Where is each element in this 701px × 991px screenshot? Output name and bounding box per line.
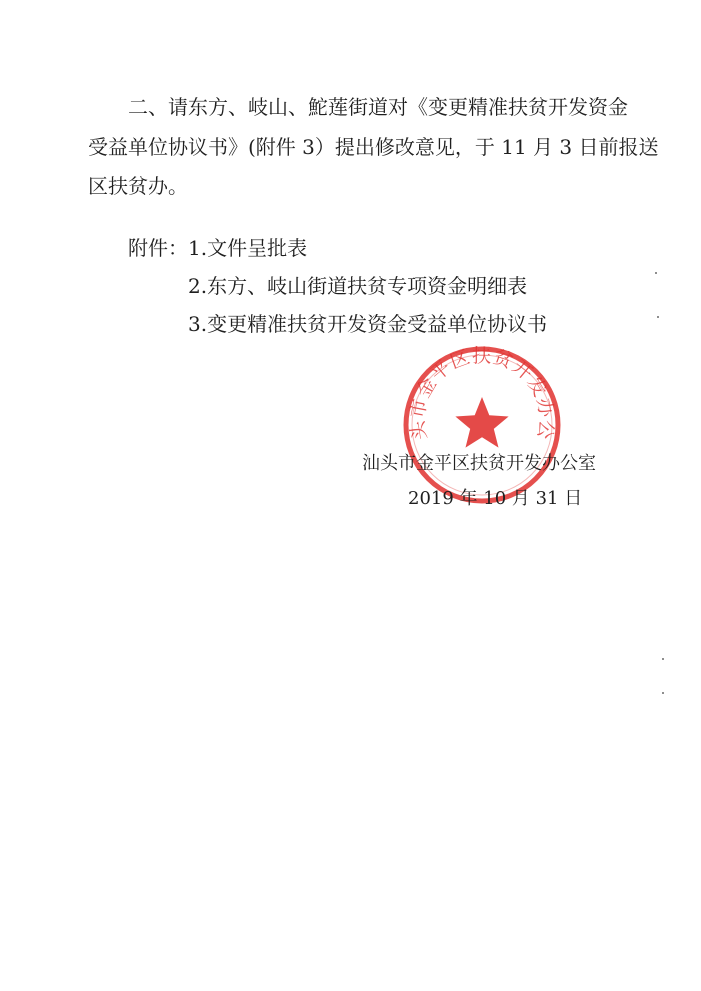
paragraph-2-line-2: 受益单位协议书》(附件 3）提出修改意见，于 11 月 3 日前报送 — [88, 135, 659, 159]
seal-text: 头市金平区扶贫开发办公 — [406, 345, 558, 442]
signature-org: 汕头市金平区扶贫开发办公室 — [362, 453, 596, 474]
scan-speck — [657, 316, 659, 318]
paragraph-2-line-3: 区扶贫办。 — [88, 174, 188, 198]
official-seal — [402, 345, 562, 505]
scan-speck — [655, 272, 657, 274]
seal-star-icon — [455, 397, 508, 448]
attachment-item-2: 2.东方、岐山街道扶贫专项资金明细表 — [188, 274, 528, 298]
scan-speck — [662, 658, 664, 660]
signature-date: 2019 年 10 月 31 日 — [408, 488, 583, 509]
official-seal-graphic — [402, 345, 562, 505]
paragraph-2-line-1: 二、请东方、岐山、鮀莲街道对《变更精准扶贫开发资金 — [128, 95, 628, 119]
attachment-item-1: 1.文件呈批表 — [188, 236, 308, 260]
scan-speck — [662, 692, 664, 694]
attachments-label: 附件： — [128, 236, 188, 260]
attachment-item-3: 3.变更精准扶贫开发资金受益单位协议书 — [188, 312, 548, 336]
